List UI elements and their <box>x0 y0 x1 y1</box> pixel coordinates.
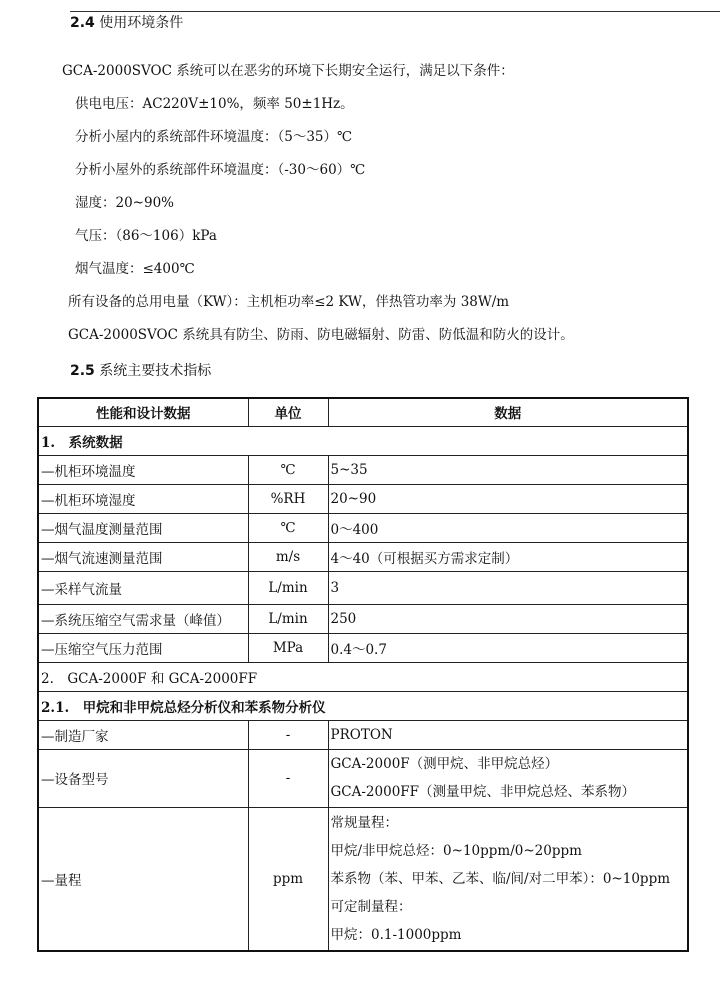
row-label: —机柜环境湿度 <box>38 484 248 513</box>
row-unit: - <box>248 720 328 749</box>
row-label: —烟气温度测量范围 <box>38 513 248 542</box>
row-unit: m/s <box>248 542 328 571</box>
table-row <box>38 749 688 807</box>
group-analyzers: 2.1. 甲烷和非甲烷总烃分析仪和苯系物分析仪 <box>38 691 688 720</box>
header-unit: 单位 <box>248 398 328 426</box>
row-value: PROTON <box>328 720 688 749</box>
row-value: 0～400 <box>328 513 688 542</box>
section-2-4-heading <box>70 12 183 32</box>
row-unit: ℃ <box>248 513 328 542</box>
condition-pressure: 气压：（86～106）kPa <box>75 228 217 244</box>
section-2-5-heading <box>70 360 211 380</box>
section-2-4-number: 2.4 <box>70 15 95 31</box>
design-features-line: GCA-2000SVOC 系统具有防尘、防雨、防电磁辐射、防雷、防低温和防火的设计。 <box>68 327 574 343</box>
section-2-5-number: 2.5 <box>70 363 95 379</box>
row-value: 250 <box>328 604 688 633</box>
range-line: 常规量程： <box>330 814 398 831</box>
group-system-data-row <box>38 426 688 455</box>
condition-flue-temp: 烟气温度：≤400℃ <box>75 261 195 277</box>
model-line: GCA-2000F（测甲烷、非甲烷总烃） <box>330 756 559 772</box>
table-row <box>38 807 688 951</box>
header-data: 数据 <box>328 398 688 426</box>
row-value: 20~90 <box>328 484 688 513</box>
group-gca-row <box>38 662 688 691</box>
group-gca: 2. GCA-2000F 和 GCA-2000FF <box>38 662 688 691</box>
row-value: 3 <box>328 571 688 604</box>
row-value <box>328 749 688 807</box>
row-value: 5~35 <box>328 455 688 484</box>
table-row <box>38 455 688 484</box>
table-row <box>38 604 688 633</box>
table-row <box>38 571 688 604</box>
section-2-5-title: 系统主要技术指标 <box>99 363 212 379</box>
table-row <box>38 542 688 571</box>
range-line: 可定制量程： <box>330 898 412 915</box>
row-label: —制造厂家 <box>38 720 248 749</box>
row-label: —机柜环境温度 <box>38 455 248 484</box>
row-value <box>328 807 688 951</box>
row-unit: ppm <box>248 807 328 951</box>
table-row <box>38 633 688 662</box>
condition-indoor-temp: 分析小屋内的系统部件环境温度：（5～35）℃ <box>75 129 353 145</box>
power-consumption-line: 所有设备的总用电量（KW）：主机柜功率≤2 KW，伴热管功率为 38W/m <box>68 294 510 310</box>
row-label: —采样气流量 <box>38 571 248 604</box>
group-system-data: 1. 系统数据 <box>38 426 688 455</box>
range-line: 苯系物（苯、甲苯、乙苯、临/间/对二甲苯）：0~10ppm <box>330 870 671 887</box>
condition-humidity: 湿度：20~90% <box>75 195 174 211</box>
row-label: —压缩空气压力范围 <box>38 633 248 662</box>
row-label: —量程 <box>38 807 248 951</box>
row-unit: L/min <box>248 604 328 633</box>
table-row <box>38 484 688 513</box>
row-unit: L/min <box>248 571 328 604</box>
row-unit: ℃ <box>248 455 328 484</box>
range-line: 甲烷：0.1-1000ppm <box>330 926 462 943</box>
table-row <box>38 720 688 749</box>
table-header-row <box>38 398 688 426</box>
header-performance: 性能和设计数据 <box>38 398 248 426</box>
table-row <box>38 513 688 542</box>
section-2-4-title: 使用环境条件 <box>99 15 184 31</box>
condition-power: 供电电压：AC220V±10%，频率 50±1Hz。 <box>75 96 354 112</box>
row-unit: %RH <box>248 484 328 513</box>
row-label: —烟气流速测量范围 <box>38 542 248 571</box>
row-unit: - <box>248 749 328 807</box>
row-value: 4～40（可根据买方需求定制） <box>328 542 688 571</box>
condition-outdoor-temp: 分析小屋外的系统部件环境温度：（-30～60）℃ <box>75 162 366 178</box>
intro-paragraph: GCA-2000SVOC 系统可以在恶劣的环境下长期安全运行，满足以下条件： <box>62 63 514 79</box>
group-analyzers-row <box>38 691 688 720</box>
model-line: GCA-2000FF（测量甲烷、非甲烷总烃、苯系物） <box>330 784 636 800</box>
row-value: 0.4～0.7 <box>328 633 688 662</box>
spec-table <box>37 397 689 952</box>
range-line: 甲烷/非甲烷总烃：0~10ppm/0~20ppm <box>330 842 582 859</box>
row-unit: MPa <box>248 633 328 662</box>
row-label: —系统压缩空气需求量（峰值） <box>38 604 248 633</box>
row-label: —设备型号 <box>38 749 248 807</box>
